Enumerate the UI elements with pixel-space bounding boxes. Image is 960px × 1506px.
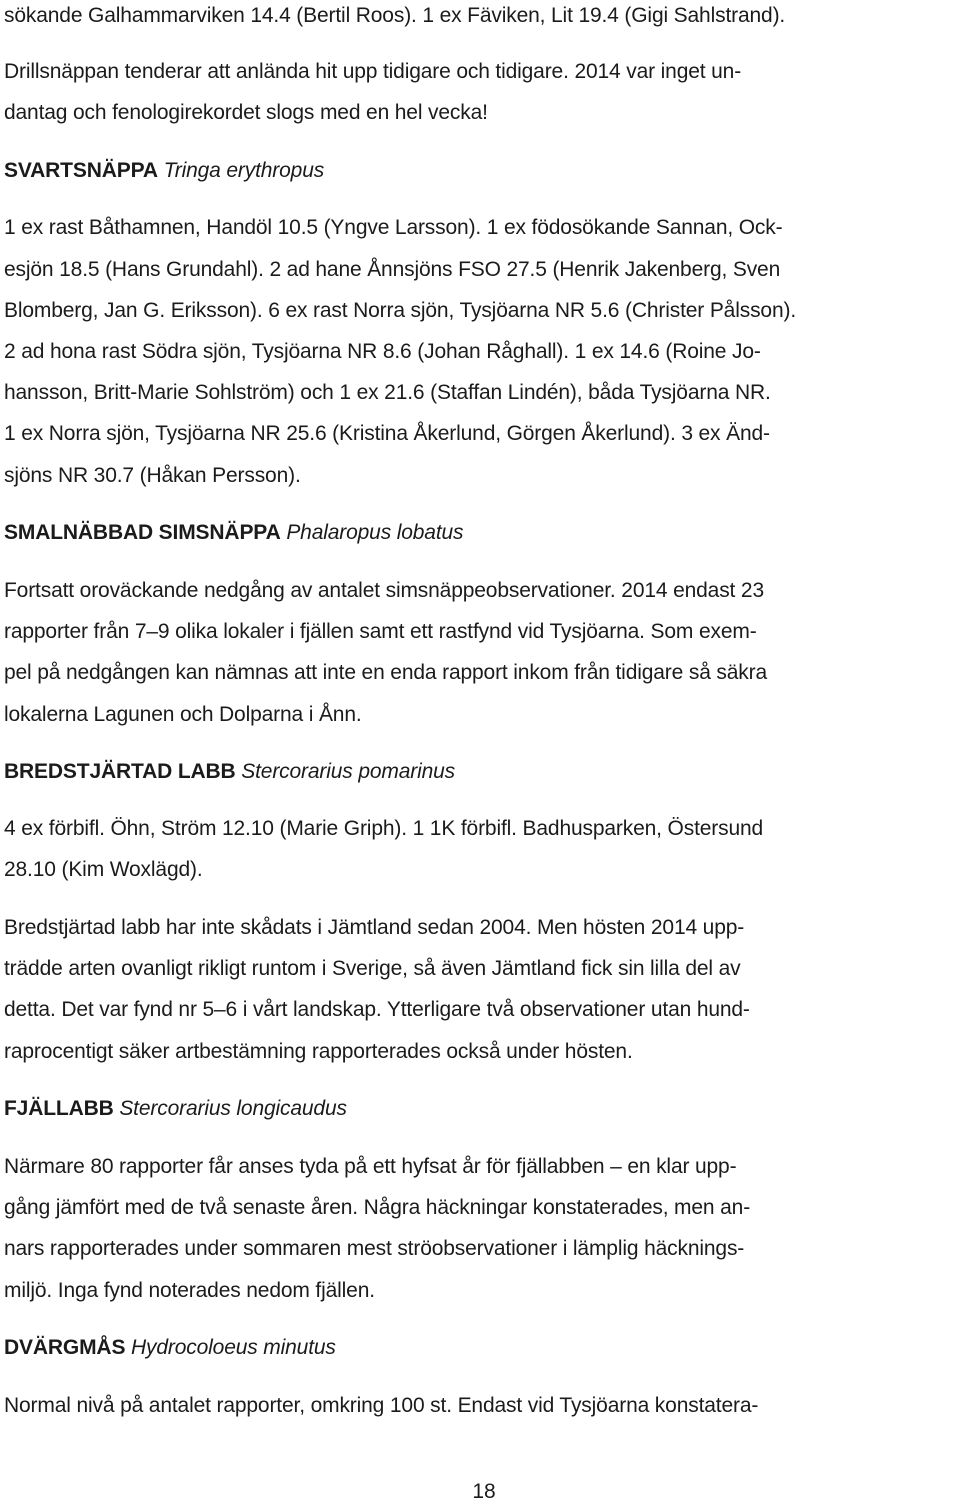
body-line: Närmare 80 rapporter får anses tyda på ett hyfsat år för fjällabben – en klar upp-: [4, 1155, 737, 1178]
body-line: sökande Galhammarviken 14.4 (Bertil Roos). 1 ex Fäviken, Lit 19.4 (Gigi Sahlstrand).: [4, 4, 786, 27]
body-line: pel på nedgången kan nämnas att inte en enda rapport inkom från tidigare så säkra: [4, 661, 768, 684]
species-latin-name: Stercorarius pomarinus: [241, 760, 456, 783]
species-heading-smalnabbad-simsnappa: [4, 519, 463, 547]
species-heading-dvargmas: [4, 1334, 336, 1362]
body-line: hansson, Britt-Marie Sohlström) och 1 ex 21.6 (Staffan Lindén), båda Tysjöarna NR.: [4, 381, 771, 404]
body-line: lokalerna Lagunen och Dolparna i Ånn.: [4, 703, 362, 726]
body-line: sjöns NR 30.7 (Håkan Persson).: [4, 464, 301, 487]
body-line: trädde arten ovanligt rikligt runtom i Sverige, så även Jämtland fick sin lilla del av: [4, 957, 741, 980]
species-name: FJÄLLABB: [4, 1097, 114, 1120]
body-line: 28.10 (Kim Woxlägd).: [4, 858, 203, 881]
body-line: esjön 18.5 (Hans Grundahl). 2 ad hane Ånnsjöns FSO 27.5 (Henrik Jakenberg, Sven: [4, 258, 781, 281]
species-latin-name: Tringa erythropus: [163, 159, 325, 182]
body-line: gång jämfört med de två senaste åren. Några häckningar konstaterades, men an-: [4, 1196, 751, 1219]
page-number: 18: [472, 1480, 496, 1503]
body-line: detta. Det var fynd nr 5–6 i vårt landskap. Ytterligare två observationer utan hund-: [4, 998, 750, 1021]
body-line: Drillsnäppan tenderar att anlända hit upp tidigare och tidigare. 2014 var inget un-: [4, 60, 742, 83]
body-line: raprocentigt säker artbestämning rapporterades också under hösten.: [4, 1040, 633, 1063]
body-line: 4 ex förbifl. Öhn, Ström 12.10 (Marie Griph). 1 1K förbifl. Badhusparken, Östersund: [4, 817, 764, 840]
species-heading-svartsnappa: [4, 157, 324, 185]
body-line: dantag och fenologirekordet slogs med en hel vecka!: [4, 101, 488, 124]
body-line: Blomberg, Jan G. Eriksson). 6 ex rast Norra sjön, Tysjöarna NR 5.6 (Christer Pålsson).: [4, 299, 797, 322]
species-name: SVARTSNÄPPA: [4, 159, 158, 182]
body-line: Normal nivå på antalet rapporter, omkring 100 st. Endast vid Tysjöarna konstatera-: [4, 1394, 759, 1417]
species-name: DVÄRGMÅS: [4, 1336, 126, 1359]
species-name: BREDSTJÄRTAD LABB: [4, 760, 236, 783]
species-name: SMALNÄBBAD SIMSNÄPPA: [4, 521, 281, 544]
body-line: miljö. Inga fynd noterades nedom fjällen.: [4, 1279, 375, 1302]
body-line: Bredstjärtad labb har inte skådats i Jämtland sedan 2004. Men hösten 2014 upp-: [4, 916, 745, 939]
species-heading-fjallabb: [4, 1095, 347, 1123]
body-line: nars rapporterades under sommaren mest ströobservationer i lämplig häcknings-: [4, 1237, 745, 1260]
species-latin-name: Phalaropus lobatus: [286, 521, 464, 544]
body-line: 1 ex rast Båthamnen, Handöl 10.5 (Yngve Larsson). 1 ex födosökande Sannan, Ock-: [4, 216, 783, 239]
body-line: rapporter från 7–9 olika lokaler i fjällen samt ett rastfynd vid Tysjöarna. Som exem-: [4, 620, 757, 643]
body-line: 2 ad hona rast Södra sjön, Tysjöarna NR 8.6 (Johan Råghall). 1 ex 14.6 (Roine Jo-: [4, 340, 761, 363]
body-line: Fortsatt oroväckande nedgång av antalet simsnäppeobservationer. 2014 endast 23: [4, 579, 764, 602]
species-heading-bredstjartad-labb: [4, 758, 455, 786]
species-latin-name: Stercorarius longicaudus: [119, 1097, 347, 1120]
species-latin-name: Hydrocoloeus minutus: [131, 1336, 336, 1359]
body-line: 1 ex Norra sjön, Tysjöarna NR 25.6 (Kristina Åkerlund, Görgen Åkerlund). 3 ex Änd-: [4, 422, 770, 445]
